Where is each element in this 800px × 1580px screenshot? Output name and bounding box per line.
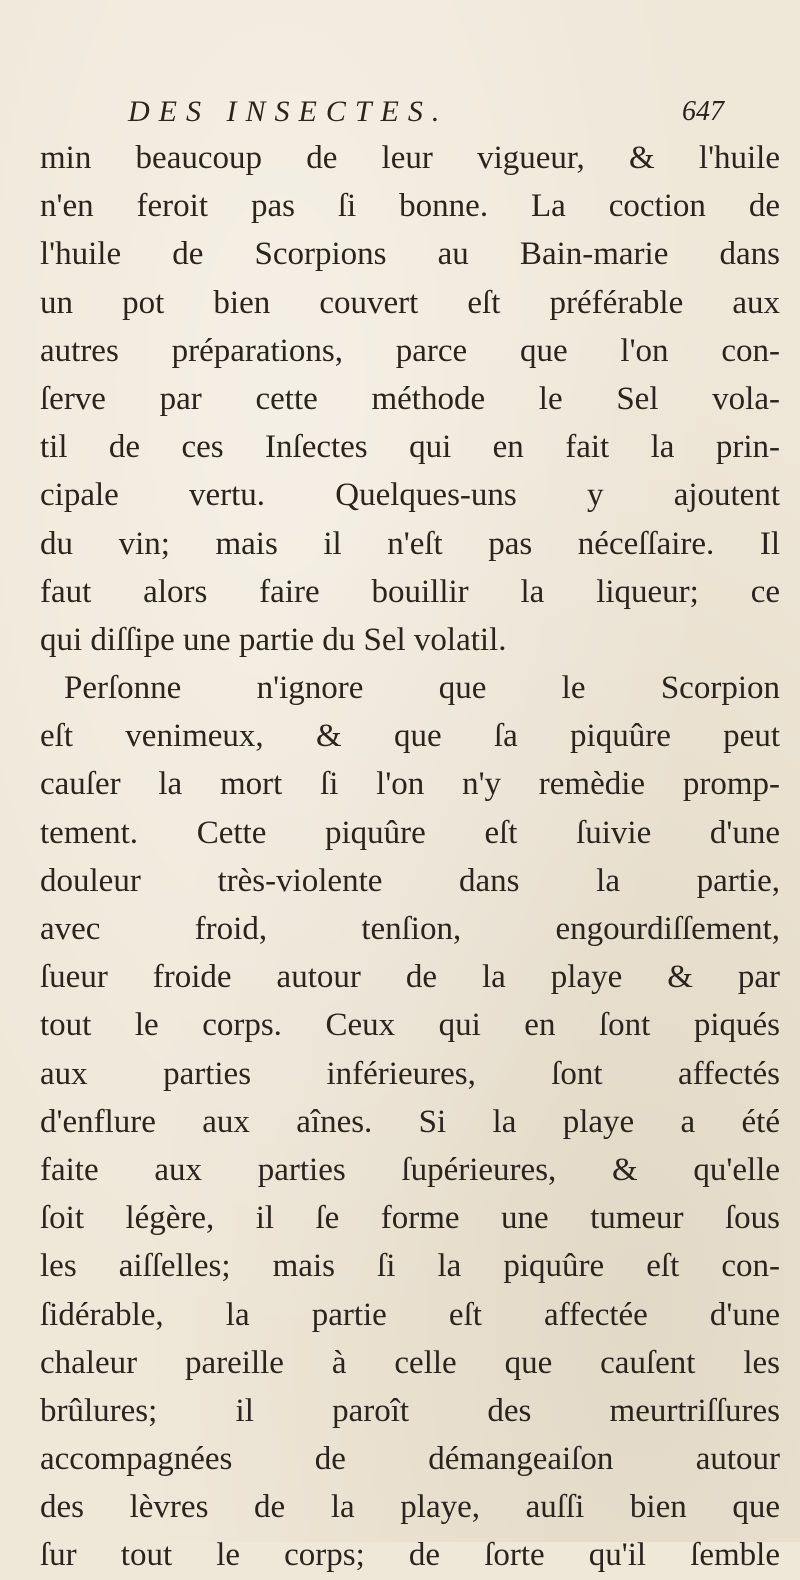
text-line: til de ces Inſectes qui en fait la prin- <box>40 429 780 466</box>
text-line: n'en feroit pas ſi bonne. La coction de <box>40 188 780 225</box>
text-line: faite aux parties ſupérieures, & qu'elle <box>40 1151 780 1188</box>
text-line: cipale vertu. Quelques-uns y ajoutent <box>40 477 780 514</box>
text-line: douleur très-violente dans la partie, <box>40 862 780 899</box>
text-line: ſoit légère, il ſe forme une tumeur ſous <box>40 1200 780 1237</box>
text-line: ſur tout le corps; de ſorte qu'il ſemble <box>40 1537 780 1574</box>
text-line: eſt venimeux, & que ſa piquûre peut <box>40 718 780 755</box>
text-line: un pot bien couvert eſt préférable aux <box>40 284 780 321</box>
text-line: ſerve par cette méthode le Sel vola- <box>40 380 780 417</box>
text-line: chaleur pareille à celle que cauſent les <box>40 1344 780 1381</box>
text-line: aux parties inférieures, ſont affectés <box>40 1055 780 1092</box>
text-line: d'enflure aux aînes. Si la playe a été <box>40 1103 780 1140</box>
running-head-title: DES INSECTES. <box>128 95 449 128</box>
text-line: du vin; mais il n'eſt pas néceſſaire. Il <box>40 525 780 562</box>
body-text <box>40 134 780 1580</box>
text-line: autres préparations, parce que l'on con- <box>40 332 780 369</box>
text-line: faut alors faire bouillir la liqueur; ce <box>40 573 780 610</box>
page-number: 647 <box>682 96 724 127</box>
text-line: tement. Cette piquûre eſt ſuivie d'une <box>40 814 780 851</box>
text-line: accompagnées de démangeaiſon autour <box>40 1441 780 1478</box>
text-line: tout le corps. Ceux qui en ſont piqués <box>40 1007 780 1044</box>
text-line: Perſonne n'ignore que le Scorpion <box>64 670 780 707</box>
text-line: les aiſſelles; mais ſi la piquûre eſt con- <box>40 1248 780 1285</box>
text-line: min beaucoup de leur vigueur, & l'huile <box>40 140 780 176</box>
text-line: des lèvres de la playe, auſſi bien que <box>40 1489 780 1526</box>
text-line: ſidérable, la partie eſt affectée d'une <box>40 1296 780 1333</box>
text-line: ſueur froide autour de la playe & par <box>40 959 780 996</box>
running-head <box>0 92 800 132</box>
text-line: cauſer la mort ſi l'on n'y remèdie promp- <box>40 766 780 803</box>
text-line: avec froid, tenſion, engourdiſſement, <box>40 911 780 947</box>
text-line: qui diſſipe une partie du Sel volatil. <box>40 621 507 658</box>
text-line: l'huile de Scorpions au Bain-marie dans <box>40 236 780 273</box>
text-line: brûlures; il paroît des meurtriſſures <box>40 1392 780 1429</box>
